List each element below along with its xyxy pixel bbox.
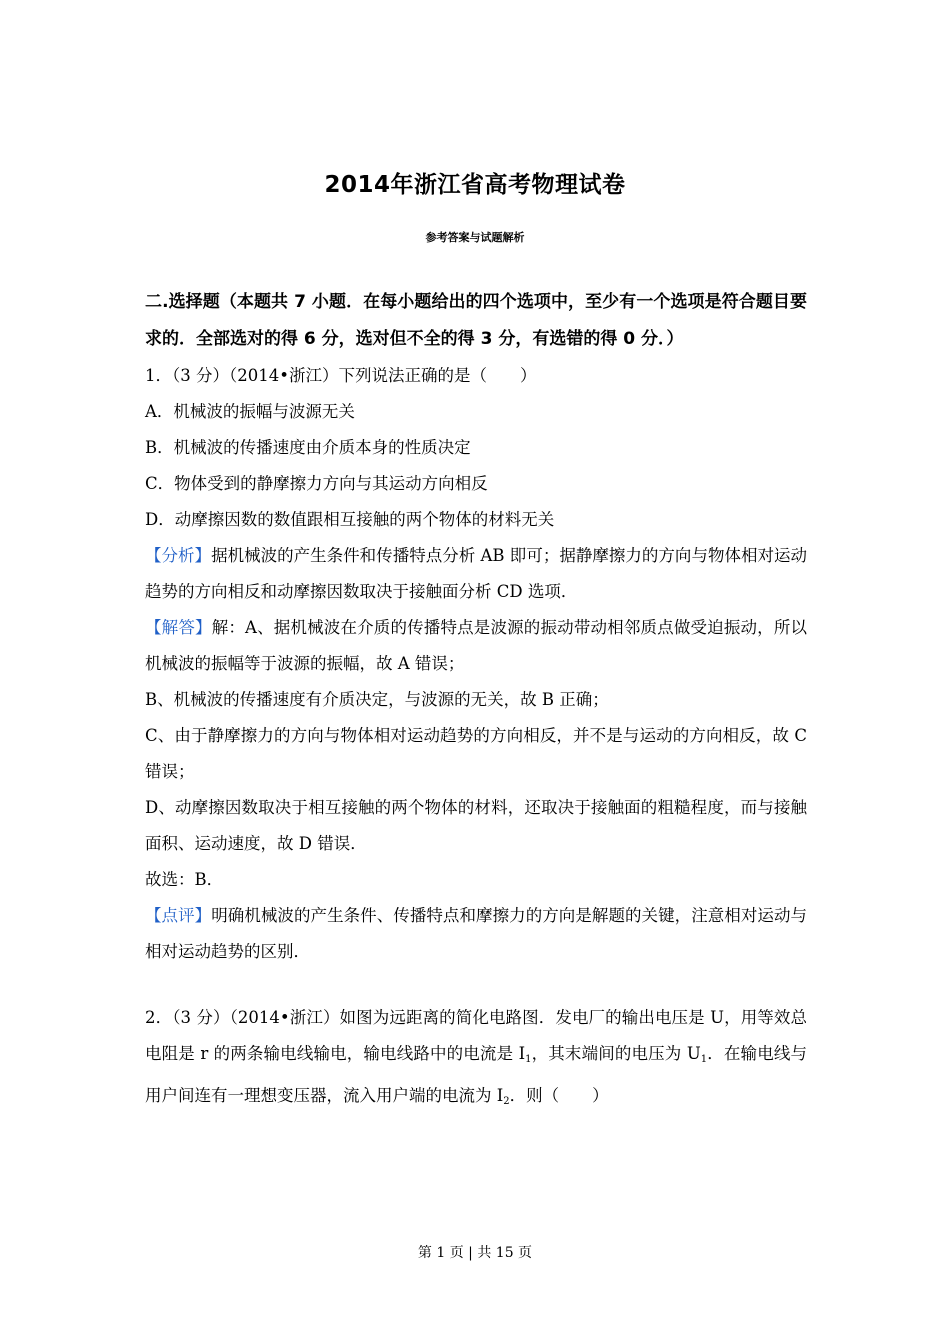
q2-text-1: 2．（3 分）（2014•浙江）如图为远距离的简化电路图．发电厂的输出电压是 U，用等效总电阻是 r 的两条输电线输电，输电线路中的电流是 I <box>145 1008 807 1063</box>
q2-text-4: ．则（ ） <box>509 1086 609 1105</box>
answer-b: B、机械波的传播速度有介质决定，与波源的无关，故 B 正确； <box>145 690 609 709</box>
question-1-stem: 1．（3 分）（2014•浙江）下列说法正确的是（ ） <box>145 366 537 385</box>
analysis-paragraph <box>145 538 807 610</box>
question-2-stem <box>145 1000 807 1120</box>
q2-text-2: ，其末端间的电压为 U <box>531 1044 701 1063</box>
page-footer: 第 1 页 | 共 15 页 <box>417 1245 533 1261</box>
q2-subscript-2: 1 <box>700 1054 708 1065</box>
page-subtitle: 参考答案与试题解析 <box>425 231 525 244</box>
section-heading: 二.选择题（本题共 7 小题．在每小题给出的四个选项中，至少有一个选项是符合题目要求的．全部选对的得 6 分，选对但不全的得 3 分，有选错的得 0 分．） <box>145 292 807 349</box>
document-body <box>145 284 807 1120</box>
answer-c: C、由于静摩擦力的方向与物体相对运动趋势的方向相反，并不是与运动的方向相反，故 C 错误； <box>145 726 807 781</box>
option-c: C．物体受到的静摩擦力方向与其运动方向相反 <box>145 474 488 493</box>
answer-text: 解：A、据机械波在介质的传播特点是波源的振动带动相邻质点做受迫振动，所以机械波的振幅等于波源的振幅，故 A 错误； <box>145 618 808 673</box>
answer-paragraph <box>145 610 807 682</box>
option-a: A．机械波的振幅与波源无关 <box>145 402 355 421</box>
analysis-tag: 【分析】 <box>145 546 212 565</box>
q2-subscript-3: 2 <box>503 1096 510 1107</box>
option-d: D．动摩擦因数的数值跟相互接触的两个物体的材料无关 <box>145 510 555 529</box>
comment-paragraph <box>145 898 807 970</box>
analysis-text: 据机械波的产生条件和传播特点分析 AB 即可；据静摩擦力的方向与物体相对运动趋势的方向相反和动摩擦因数取决于接触面分析 CD 选项． <box>145 546 808 601</box>
comment-text: 明确机械波的产生条件、传播特点和摩擦力的方向是解题的关键，注意相对运动与相对运动趋势的区别． <box>145 906 808 961</box>
spacer <box>145 970 807 1000</box>
page-title: 2014年浙江省高考物理试卷 <box>324 172 626 198</box>
q2-subscript-1: 1 <box>525 1054 532 1065</box>
answer-tag: 【解答】 <box>145 618 212 637</box>
answer-choice: 故选：B． <box>145 870 224 889</box>
q2-text-3: ．在输电线与用户间连有一理想变压器，流入用户端的电流为 I <box>145 1044 807 1105</box>
option-b: B．机械波的传播速度由介质本身的性质决定 <box>145 438 471 457</box>
comment-tag: 【点评】 <box>145 906 212 925</box>
answer-d: D、动摩擦因数取决于相互接触的两个物体的材料，还取决于接触面的粗糙程度，而与接触面积、运动速度，故 D 错误． <box>145 798 807 853</box>
